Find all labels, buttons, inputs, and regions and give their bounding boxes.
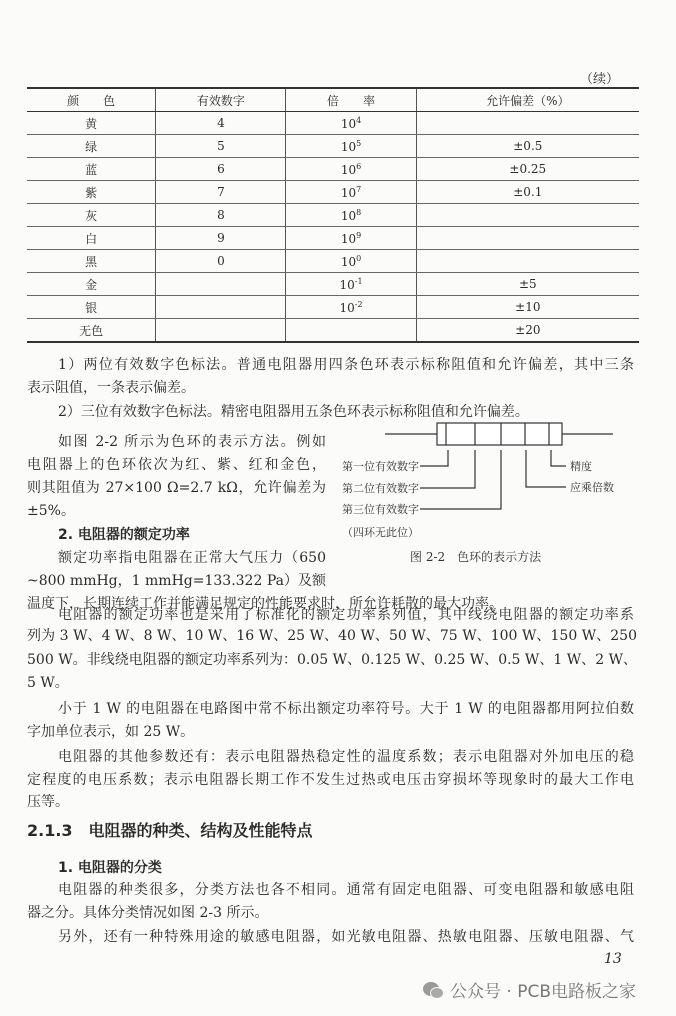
- cell-tolerance-text: ±0.25: [509, 162, 547, 176]
- cell-digit: [156, 181, 286, 204]
- cell-digit: [156, 227, 286, 250]
- cell-color-text: 黄: [85, 116, 98, 131]
- paragraph-power-3: 温度下，长期连续工作并能满足规定的性能要求时，所允许耗散的最大功率。: [27, 596, 503, 612]
- watermark-text: 公众号 · PCB电路板之家: [450, 982, 636, 1002]
- paragraph-symbol-2: 字加单位表示，如 25 W。: [27, 724, 195, 740]
- cell-color-text: 绿: [85, 139, 98, 154]
- paragraph-three-digit: 2）三位有效数字色标法。精密电阻器用五条色环表示标称阻值和允许偏差。: [58, 404, 529, 420]
- multiplier-exponent: -2: [354, 299, 363, 309]
- cell-digit: [156, 112, 286, 135]
- cell-digit-text: 7: [217, 185, 225, 199]
- cell-tolerance-text: ±5: [518, 277, 537, 291]
- multiplier-exponent: 5: [356, 138, 362, 148]
- table-row: [27, 227, 639, 250]
- wechat-icon: [422, 980, 444, 1000]
- cell-tolerance-text: ±0.1: [513, 185, 543, 199]
- table-row: [27, 296, 639, 319]
- multiplier-exponent: 6: [356, 161, 362, 171]
- paragraph-series-2: 列为 3 W、4 W、8 W、10 W、16 W、25 W、40 W、50 W、75 W、100 W、150 W、250: [27, 628, 637, 644]
- cell-color: [27, 204, 156, 227]
- watermark: [422, 977, 636, 1002]
- cell-multiplier-text: 10: [340, 254, 357, 269]
- cell-color: [27, 181, 156, 204]
- table-row: [27, 204, 639, 227]
- label-multiplier: 应乘倍数: [570, 481, 614, 494]
- paragraph-class-2: 器之分。具体分类情况如图 2-3 所示。: [27, 905, 269, 921]
- table-row: [27, 112, 639, 135]
- header-tolerance: 允许偏差（%）: [416, 88, 639, 112]
- cell-multiplier-text: 10: [340, 116, 357, 131]
- cell-tolerance: [416, 273, 639, 296]
- cell-color: [27, 296, 156, 319]
- header-multiplier: 倍 率: [286, 88, 416, 112]
- cell-color-text: 银: [85, 300, 98, 315]
- table-row: [27, 135, 639, 158]
- cell-multiplier: [286, 273, 416, 296]
- paragraph-example-1: 如图 2-2 所示为色环的表示方法。例如: [58, 434, 326, 450]
- table-row: [27, 250, 639, 273]
- paragraph-two-digit-1: 1）两位有效数字色标法。普通电阻器用四条色环表示标称阻值和允许偏差，其中三条: [58, 357, 634, 373]
- cell-digit-text: 4: [217, 116, 225, 130]
- paragraph-series-4: 5 W。: [27, 675, 69, 691]
- cell-multiplier: [286, 135, 416, 158]
- cell-multiplier: [286, 112, 416, 135]
- cell-multiplier: [286, 250, 416, 273]
- heading-classification: 1. 电阻器的分类: [58, 860, 162, 876]
- cell-digit: [156, 319, 286, 343]
- paragraph-special: 另外，还有一种特殊用途的敏感电阻器，如光敏电阻器、热敏电阻器、压敏电阻器、气: [58, 929, 634, 945]
- paragraph-series-1: 电阻器的额定功率也是采用了标准化的额定功率系列值，其中线绕电阻器的额定功率系: [58, 607, 634, 623]
- multiplier-exponent: 0: [356, 253, 362, 263]
- cell-multiplier-text: 10: [339, 300, 355, 315]
- color-code-table: [27, 87, 639, 343]
- multiplier-exponent: 7: [356, 184, 362, 194]
- table-row: [27, 181, 639, 204]
- section-heading: 2.1.3 电阻器的种类、结构及性能特点: [27, 821, 313, 840]
- cell-color-text: 黑: [85, 254, 98, 269]
- label-second-digit: 第二位有效数字: [342, 482, 419, 495]
- cell-digit: [156, 158, 286, 181]
- cell-tolerance-text: ±10: [515, 300, 541, 314]
- cell-color-text: 紫: [85, 185, 98, 200]
- table-header-row: [27, 88, 639, 112]
- cell-tolerance-text: ±0.5: [513, 139, 543, 153]
- cell-tolerance: [416, 296, 639, 319]
- cell-tolerance: [416, 250, 639, 273]
- cell-tolerance: [416, 227, 639, 250]
- paragraph-series-3: 500 W。非线绕电阻器的额定功率系列为：0.05 W、0.125 W、0.25 W、0.5 W、1 W、2 W、: [27, 652, 637, 668]
- cell-digit: [156, 250, 286, 273]
- paragraph-class-1: 电阻器的种类很多，分类方法也各不相同。通常有固定电阻器、可变电阻器和敏感电阻: [58, 882, 634, 898]
- cell-tolerance: [416, 181, 639, 204]
- paragraph-example-3: 则其阻值为 27×100 Ω=2.7 kΩ，允许偏差为: [27, 480, 326, 496]
- cell-multiplier: [286, 296, 416, 319]
- cell-digit-text: 0: [217, 254, 225, 268]
- paragraph-other-1: 电阻器的其他参数还有：表示电阻器热稳定性的温度系数；表示电阻器对外加电压的稳: [58, 749, 634, 765]
- table-row: [27, 319, 639, 343]
- cell-multiplier: [286, 227, 416, 250]
- cell-digit: [156, 273, 286, 296]
- paragraph-symbol-1: 小于 1 W 的电阻器在电路图中常不标出额定功率符号。大于 1 W 的电阻器都用阿拉伯数: [58, 701, 634, 717]
- label-third-digit-note: （四环无此位）: [342, 526, 419, 539]
- cell-digit-text: 5: [217, 139, 225, 153]
- cell-color: [27, 135, 156, 158]
- cell-multiplier-text: 10: [340, 139, 357, 154]
- table-row: [27, 273, 639, 296]
- page-number: 13: [604, 951, 622, 967]
- multiplier-exponent: 4: [356, 115, 362, 125]
- paragraph-other-3: 压等。: [27, 794, 69, 810]
- cell-digit: [156, 204, 286, 227]
- paragraph-power-2: ~800 mmHg，1 mmHg=133.322 Pa）及额: [27, 573, 326, 589]
- cell-color: [27, 112, 156, 135]
- cell-multiplier-text: 10: [339, 277, 355, 292]
- heading-rated-power: 2. 电阻器的额定功率: [58, 527, 190, 543]
- paragraph-example-2: 电阻器上的色环依次为红、紫、红和金色，: [27, 457, 326, 473]
- multiplier-exponent: -1: [354, 276, 363, 286]
- cell-color-text: 金: [85, 277, 98, 292]
- cell-digit: [156, 135, 286, 158]
- cell-multiplier-text: 10: [340, 208, 357, 223]
- cell-color-text: 白: [85, 231, 98, 246]
- label-first-digit: 第一位有效数字: [342, 460, 419, 473]
- paragraph-power-1: 额定功率指电阻器在正常大气压力（650: [58, 550, 326, 566]
- cell-color: [27, 158, 156, 181]
- cell-color: [27, 319, 156, 343]
- paragraph-other-2: 定程度的电压系数；表示电阻器长期工作不发生过热或电压击穿损坏等现象时的最大工作电: [27, 772, 634, 788]
- cell-multiplier-text: 10: [340, 162, 357, 177]
- cell-color: [27, 250, 156, 273]
- cell-multiplier: [286, 204, 416, 227]
- color-ring-figure: [330, 410, 630, 570]
- cell-multiplier: [286, 158, 416, 181]
- cell-tolerance: [416, 204, 639, 227]
- label-precision: 精度: [570, 460, 592, 473]
- cell-digit: [156, 296, 286, 319]
- figure-caption: 图 2-2 色环的表示方法: [410, 550, 542, 564]
- multiplier-exponent: 8: [356, 207, 362, 217]
- cell-color-text: 无色: [79, 323, 104, 338]
- cell-multiplier-text: 10: [340, 185, 357, 200]
- cell-tolerance: [416, 319, 639, 343]
- paragraph-two-digit-2: 表示阻值，一条表示偏差。: [27, 380, 195, 396]
- header-color: 颜 色: [27, 88, 156, 112]
- table-row: [27, 158, 639, 181]
- paragraph-example-4: ±5%。: [27, 503, 75, 519]
- cell-color: [27, 273, 156, 296]
- header-digit: 有效数字: [156, 88, 286, 112]
- cell-multiplier-text: 10: [340, 231, 357, 246]
- cell-tolerance: [416, 158, 639, 181]
- cell-tolerance-text: ±20: [515, 323, 541, 337]
- cell-tolerance: [416, 135, 639, 158]
- cell-multiplier: [286, 319, 416, 343]
- cell-digit-text: 6: [217, 162, 225, 176]
- label-third-digit: 第三位有效数字: [342, 503, 419, 516]
- cell-digit-text: 8: [217, 208, 225, 222]
- cell-color-text: 灰: [85, 208, 98, 223]
- cell-digit-text: 9: [217, 231, 225, 245]
- resistor-body: [437, 423, 562, 445]
- cell-tolerance: [416, 112, 639, 135]
- cell-multiplier: [286, 181, 416, 204]
- cell-color-text: 蓝: [85, 162, 98, 177]
- table-continued-label: （续）: [580, 72, 620, 87]
- cell-color: [27, 227, 156, 250]
- multiplier-exponent: 9: [356, 230, 362, 240]
